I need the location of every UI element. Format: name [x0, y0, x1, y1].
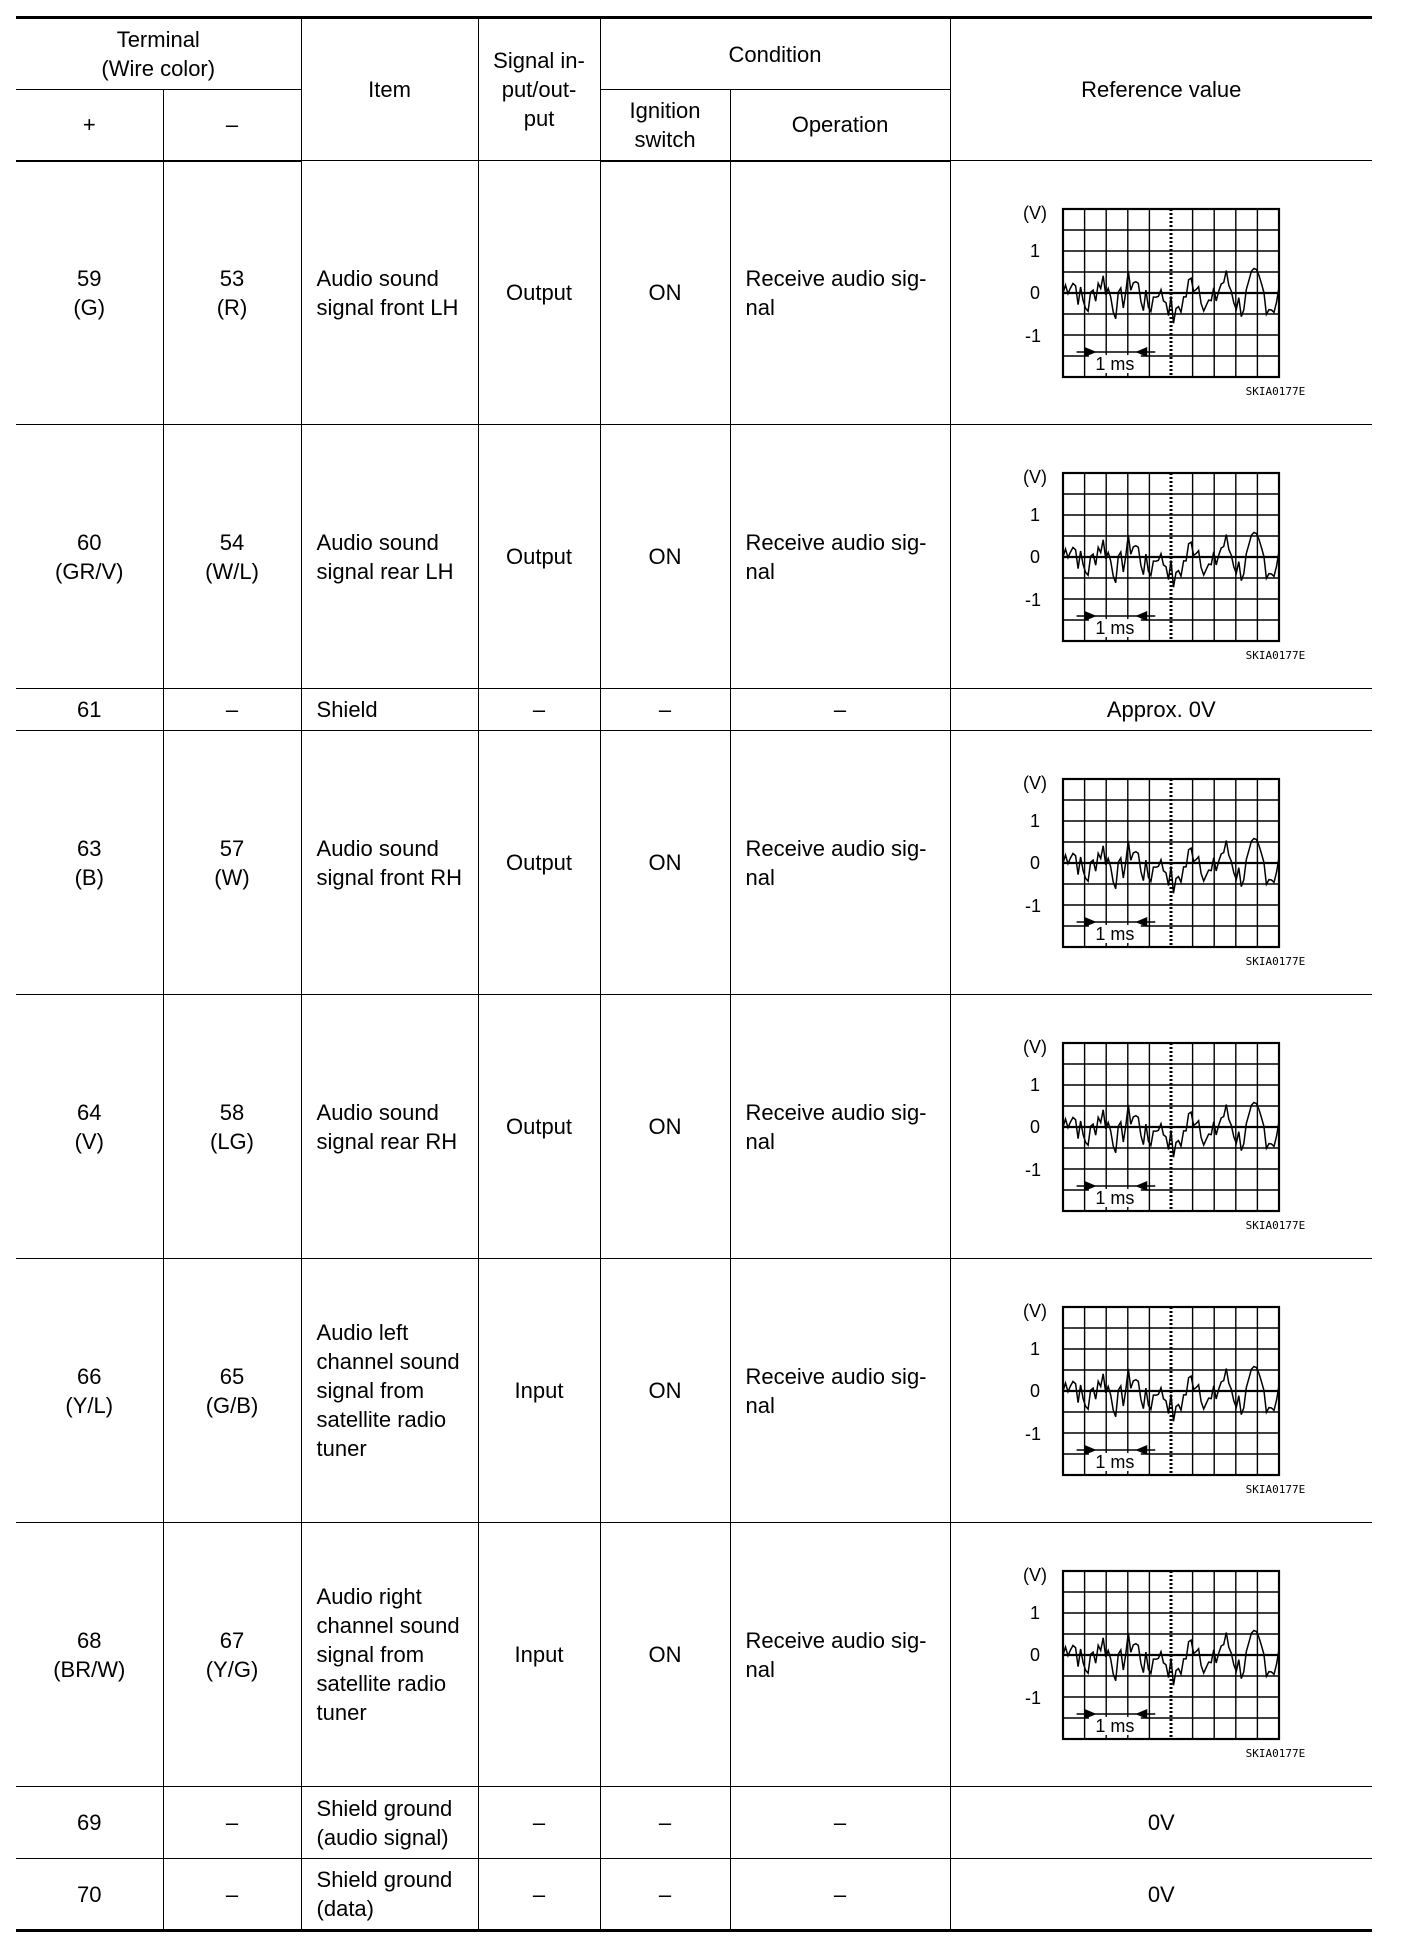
table-body: [16, 161, 1372, 1931]
terminal-value: –: [225, 697, 239, 722]
ignition-switch-cell: [600, 995, 730, 1259]
operation-text: Receive audio sig-: [745, 529, 927, 555]
terminal-reference-table: [16, 16, 1372, 1932]
waveform-figure: [965, 457, 1357, 663]
ignition-text: ON: [648, 850, 682, 875]
scope-unit-label: (V): [1023, 1564, 1048, 1585]
item-text: Audio sound: [316, 1099, 439, 1125]
item-text: signal front RH: [316, 864, 463, 890]
reference-value-cell: [950, 731, 1372, 995]
scope-unit-label: (V): [1023, 202, 1048, 223]
reference-value-cell: [950, 995, 1372, 1259]
ignition-text: ON: [648, 280, 682, 306]
time-span-label: 1 ms: [1095, 353, 1135, 374]
minus-terminal-cell: [163, 1787, 301, 1859]
scope-y-tick: 1: [1030, 1074, 1041, 1095]
operation-text: nal: [745, 558, 775, 584]
terminal-value: (GR/V): [55, 558, 124, 584]
terminal-value: (G/B): [205, 1392, 259, 1418]
figure-code: SKIA0177E: [1245, 1218, 1306, 1232]
ignition-text: ON: [648, 1642, 682, 1667]
ignition-text: –: [658, 1881, 672, 1907]
oscilloscope-waveform: [1011, 193, 1311, 383]
terminal-value: 57: [219, 835, 245, 861]
operation-text: –: [833, 1810, 847, 1835]
terminal-value: (W): [214, 864, 250, 890]
item-text: signal rear LH: [316, 558, 454, 584]
ignition-switch-header: Ignition switch: [600, 90, 730, 161]
scope-y-tick: 0: [1030, 852, 1041, 873]
minus-terminal-header: –: [163, 90, 301, 161]
signal-io-cell: [478, 161, 600, 425]
operation-cell: [730, 1259, 950, 1523]
ignition-switch-cell: [600, 161, 730, 425]
signal-io-cell: [478, 995, 600, 1259]
operation-cell: [730, 731, 950, 995]
scope-unit-label: (V): [1023, 1300, 1048, 1321]
table-row: [16, 1787, 1372, 1859]
terminal-value: 64: [77, 1099, 102, 1125]
scope-y-tick: 0: [1030, 1380, 1041, 1401]
item-text: satellite radio: [316, 1407, 447, 1432]
signal-io-cell: [478, 1523, 600, 1787]
operation-text: Receive audio sig-: [745, 265, 927, 291]
signal-io-text: –: [532, 1881, 546, 1907]
operation-text: –: [833, 697, 847, 722]
time-span-label: 1 ms: [1095, 1451, 1135, 1472]
ignition-switch-cell: [600, 731, 730, 995]
terminal-value: 53: [219, 265, 245, 291]
scope-y-tick: 0: [1030, 1644, 1041, 1665]
item-header: Item: [301, 18, 478, 161]
item-text: (audio signal): [316, 1824, 449, 1850]
condition-header: Condition: [600, 18, 950, 90]
operation-cell: [730, 689, 950, 731]
terminal-value: (Y/L): [65, 1392, 114, 1418]
terminal-value: (R): [216, 294, 248, 320]
item-text: Audio sound: [316, 265, 439, 291]
terminal-value: 63: [77, 835, 102, 861]
item-text: Audio left: [316, 1320, 409, 1345]
reference-value-cell: [950, 689, 1372, 731]
signal-io-cell: [478, 425, 600, 689]
ignition-switch-cell: [600, 1523, 730, 1787]
oscilloscope-waveform: [1011, 1291, 1311, 1481]
waveform-figure: [965, 1555, 1357, 1761]
operation-cell: [730, 161, 950, 425]
figure-code: SKIA0177E: [1245, 1482, 1306, 1496]
item-cell: [301, 689, 478, 731]
item-text: Audio sound: [316, 835, 439, 861]
item-cell: [301, 1787, 478, 1859]
signal-io-text: Output: [505, 544, 573, 569]
signal-io-cell: [478, 689, 600, 731]
terminal-value: 66: [77, 1363, 102, 1389]
operation-text: nal: [745, 864, 775, 890]
minus-terminal-cell: [163, 689, 301, 731]
scope-unit-label: (V): [1023, 772, 1048, 793]
terminal-value: (W/L): [205, 558, 259, 584]
reference-value-header: Reference value: [950, 18, 1372, 161]
oscilloscope-waveform: [1011, 1027, 1311, 1217]
terminal-value: 61: [77, 697, 102, 722]
signal-io-text: Output: [505, 1114, 573, 1139]
ignition-switch-cell: [600, 1259, 730, 1523]
terminal-value: 68: [77, 1627, 102, 1653]
scope-y-tick: -1: [1025, 1687, 1042, 1708]
terminal-value: 70: [77, 1881, 102, 1907]
ignition-switch-cell: [600, 689, 730, 731]
terminal-value: –: [225, 1881, 239, 1907]
plus-terminal-cell: [16, 1523, 163, 1787]
terminal-value: –: [225, 1810, 239, 1835]
time-span-label: 1 ms: [1095, 923, 1135, 944]
reference-value-cell: [950, 425, 1372, 689]
reference-value-cell: [950, 1787, 1372, 1859]
minus-terminal-cell: [163, 1523, 301, 1787]
minus-terminal-cell: [163, 1259, 301, 1523]
reference-text: 0V: [1147, 1810, 1175, 1835]
plus-terminal-cell: [16, 1859, 163, 1931]
reference-text: 0V: [1147, 1881, 1175, 1907]
item-text: Shield ground: [316, 1867, 453, 1892]
ignition-switch-cell: [600, 1859, 730, 1931]
waveform-figure: [965, 1291, 1357, 1497]
terminal-value: (Y/G): [205, 1656, 259, 1682]
operation-text: Receive audio sig-: [745, 835, 927, 861]
figure-code: SKIA0177E: [1245, 954, 1306, 968]
waveform-figure: [965, 763, 1357, 969]
plus-terminal-cell: [16, 1787, 163, 1859]
table-row: [16, 425, 1372, 689]
reference-text: Approx. 0V: [1106, 697, 1216, 722]
signal-io-cell: [478, 1787, 600, 1859]
minus-terminal-cell: [163, 995, 301, 1259]
scope-y-tick: -1: [1025, 325, 1042, 346]
operation-text: nal: [745, 1128, 775, 1154]
operation-cell: [730, 425, 950, 689]
reference-value-cell: [950, 1523, 1372, 1787]
item-text: Shield ground: [316, 1795, 453, 1821]
plus-terminal-cell: [16, 689, 163, 731]
time-span-label: 1 ms: [1095, 1187, 1135, 1208]
terminal-value: 69: [77, 1810, 102, 1835]
terminal-value: 54: [219, 529, 245, 555]
operation-cell: [730, 1523, 950, 1787]
operation-text: nal: [745, 1392, 775, 1418]
plus-terminal-cell: [16, 731, 163, 995]
table-row: [16, 1523, 1372, 1787]
ignition-text: ON: [648, 1114, 682, 1139]
waveform-figure: [965, 1027, 1357, 1233]
reference-value-cell: [950, 1859, 1372, 1931]
operation-text: –: [833, 1881, 847, 1907]
scope-unit-label: (V): [1023, 1036, 1048, 1057]
minus-terminal-cell: [163, 1859, 301, 1931]
signal-io-text: –: [532, 697, 546, 722]
operation-header: Operation: [730, 90, 950, 161]
item-text: satellite radio: [316, 1671, 447, 1696]
item-text: signal from: [316, 1642, 425, 1667]
table-row: [16, 161, 1372, 425]
operation-text: Receive audio sig-: [745, 1099, 927, 1125]
terminal-value: (B): [74, 864, 104, 890]
scope-y-tick: 0: [1030, 282, 1041, 303]
signal-io-text: Input: [514, 1378, 564, 1403]
signal-io-text: –: [532, 1810, 546, 1835]
signal-io-header: Signal in- put/out- put: [478, 18, 600, 161]
scope-y-tick: 1: [1030, 1602, 1041, 1623]
terminal-value: 59: [77, 265, 102, 291]
item-text: channel sound: [316, 1613, 460, 1638]
ignition-text: ON: [648, 544, 682, 569]
item-cell: [301, 425, 478, 689]
operation-cell: [730, 995, 950, 1259]
time-span-label: 1 ms: [1095, 1715, 1135, 1736]
operation-cell: [730, 1859, 950, 1931]
signal-io-cell: [478, 1859, 600, 1931]
oscilloscope-waveform: [1011, 1555, 1311, 1745]
table-row: [16, 995, 1372, 1259]
signal-io-text: Output: [505, 850, 573, 875]
oscilloscope-waveform: [1011, 457, 1311, 647]
item-text: signal front LH: [316, 294, 459, 320]
signal-io-cell: [478, 1259, 600, 1523]
terminal-value: (V): [74, 1128, 104, 1154]
plus-terminal-cell: [16, 1259, 163, 1523]
time-span-label: 1 ms: [1095, 617, 1135, 638]
item-cell: [301, 1523, 478, 1787]
scope-unit-label: (V): [1023, 466, 1048, 487]
item-text: signal rear RH: [316, 1128, 458, 1154]
scope-y-tick: -1: [1025, 589, 1042, 610]
operation-text: nal: [745, 1656, 775, 1682]
item-text: Shield: [316, 697, 378, 722]
reference-value-cell: [950, 1259, 1372, 1523]
operation-cell: [730, 1787, 950, 1859]
figure-code: SKIA0177E: [1245, 648, 1306, 662]
scope-y-tick: -1: [1025, 1423, 1042, 1444]
operation-text: Receive audio sig-: [745, 1627, 927, 1653]
table-row: [16, 1859, 1372, 1931]
item-cell: [301, 161, 478, 425]
table-row: [16, 689, 1372, 731]
item-text: tuner: [316, 1436, 367, 1461]
oscilloscope-waveform: [1011, 763, 1311, 953]
table-row: [16, 1259, 1372, 1523]
scope-y-tick: 1: [1030, 1338, 1041, 1359]
minus-terminal-cell: [163, 161, 301, 425]
ignition-switch-cell: [600, 425, 730, 689]
item-cell: [301, 1259, 478, 1523]
terminal-value: 67: [219, 1627, 245, 1653]
item-text: channel sound: [316, 1349, 460, 1374]
minus-terminal-cell: [163, 425, 301, 689]
signal-io-text: Output: [505, 280, 573, 305]
table-row: [16, 731, 1372, 995]
scope-y-tick: 0: [1030, 1116, 1041, 1137]
item-text: Audio right: [316, 1584, 422, 1609]
ignition-text: –: [658, 697, 672, 722]
item-text: (data): [316, 1896, 374, 1921]
operation-text: Receive audio sig-: [745, 1363, 927, 1389]
ignition-switch-cell: [600, 1787, 730, 1859]
operation-text: nal: [745, 294, 775, 320]
terminal-value: 60: [77, 529, 102, 555]
terminal-value: (BR/W): [53, 1656, 126, 1682]
ignition-text: –: [658, 1810, 672, 1835]
item-text: signal from: [316, 1378, 425, 1403]
scope-y-tick: 1: [1030, 504, 1041, 525]
plus-terminal-header: +: [16, 90, 163, 161]
plus-terminal-cell: [16, 425, 163, 689]
ignition-text: ON: [648, 1378, 682, 1403]
item-cell: [301, 1859, 478, 1931]
terminal-value: (LG): [210, 1128, 254, 1154]
waveform-figure: [965, 193, 1357, 399]
scope-y-tick: 1: [1030, 240, 1041, 261]
minus-terminal-cell: [163, 731, 301, 995]
signal-io-cell: [478, 731, 600, 995]
scope-y-tick: -1: [1025, 895, 1042, 916]
signal-io-text: Input: [514, 1642, 564, 1667]
reference-value-cell: [950, 161, 1372, 425]
terminal-value: (G): [73, 294, 106, 320]
item-text: Audio sound: [316, 529, 439, 555]
scope-y-tick: 1: [1030, 810, 1041, 831]
item-cell: [301, 995, 478, 1259]
plus-terminal-cell: [16, 161, 163, 425]
item-cell: [301, 731, 478, 995]
scope-y-tick: -1: [1025, 1159, 1042, 1180]
terminal-header: Terminal (Wire color): [16, 18, 301, 90]
plus-terminal-cell: [16, 995, 163, 1259]
terminal-value: 65: [219, 1363, 245, 1389]
terminal-value: 58: [219, 1099, 245, 1125]
figure-code: SKIA0177E: [1245, 1746, 1306, 1760]
item-text: tuner: [316, 1700, 367, 1725]
figure-code: SKIA0177E: [1245, 384, 1306, 398]
scope-y-tick: 0: [1030, 546, 1041, 567]
